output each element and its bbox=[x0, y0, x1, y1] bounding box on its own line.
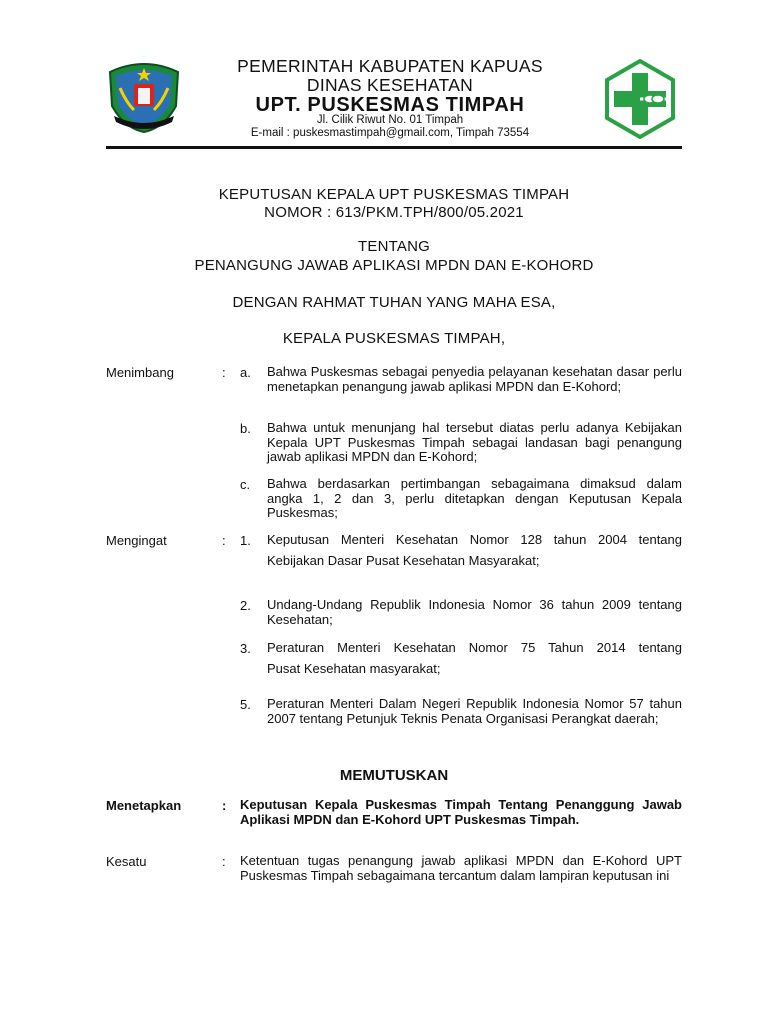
menimbang-item-b: Bahwa untuk menunjang hal tersebut diatas perlu adanya Kebijakan Kepala UPT Puskesmas Timpah sebagai landasan bagi penangung jawab aplikasi MPDN dan E-Kohord; bbox=[267, 420, 682, 464]
menetapkan-colon: : bbox=[222, 798, 227, 813]
mengingat-marker-3: 3. bbox=[240, 641, 251, 656]
letterhead-government: PEMERINTAH KABUPATEN KAPUAS bbox=[237, 56, 543, 76]
menimbang-label: Menimbang bbox=[106, 365, 174, 380]
mengingat-label: Mengingat bbox=[106, 533, 167, 548]
decree-grace: DENGAN RAHMAT TUHAN YANG MAHA ESA, bbox=[232, 294, 556, 311]
letterhead-address: Jl. Cilik Riwut No. 01 Timpah bbox=[316, 114, 464, 126]
letterhead-institution: UPT. PUSKESMAS TIMPAH bbox=[255, 94, 525, 116]
decree-title: KEPUTUSAN KEPALA UPT PUSKESMAS TIMPAH bbox=[218, 186, 570, 203]
kesatu-text: Ketentuan tugas penangung jawab aplikasi MPDN dan E-Kohord UPT Puskesmas Timpah sebagaimana tercantum dalam lampiran keputusan ini bbox=[240, 853, 682, 883]
letterhead-contact: E-mail : puskesmastimpah@gmail.com, Timpah 73554 bbox=[250, 127, 530, 139]
decree-about: TENTANG bbox=[358, 238, 430, 255]
menimbang-marker-a: a. bbox=[240, 365, 251, 380]
mengingat-colon: : bbox=[222, 533, 226, 548]
decree-authority: KEPALA PUSKESMAS TIMPAH, bbox=[282, 330, 506, 347]
kesatu-colon: : bbox=[222, 854, 226, 869]
menetapkan-text: Keputusan Kepala Puskesmas Timpah Tentang Penanggung Jawab Aplikasi MPDN dan E-Kohord UPT Puskesmas Timpah. bbox=[240, 797, 682, 827]
decree-number: NOMOR : 613/PKM.TPH/800/05.2021 bbox=[264, 204, 524, 221]
puskesmas-cross-logo bbox=[600, 59, 680, 139]
letterhead-divider bbox=[106, 146, 682, 149]
letterhead-department: DINAS KESEHATAN bbox=[306, 75, 474, 95]
menimbang-colon: : bbox=[222, 365, 226, 380]
menetapkan-label: Menetapkan bbox=[106, 798, 182, 813]
mengingat-marker-5: 5. bbox=[240, 697, 251, 712]
mengingat-item-5: Peraturan Menteri Dalam Negeri Republik Indonesia Nomor 57 tahun 2007 tentang Petunjuk Teknis Penata Organisasi Perangkat daerah; bbox=[267, 696, 682, 726]
mengingat-item-3-line1: Peraturan Menteri Kesehatan Nomor 75 Tahun 2014 tentang bbox=[267, 640, 682, 655]
mengingat-marker-1: 1. bbox=[240, 533, 251, 548]
decree-subject: PENANGUNG JAWAB APLIKASI MPDN DAN E-KOHORD bbox=[194, 257, 594, 274]
mengingat-item-2: Undang-Undang Republik Indonesia Nomor 36 tahun 2009 tentang Kesehatan; bbox=[267, 597, 682, 627]
mengingat-marker-2: 2. bbox=[240, 598, 251, 613]
memutuskan-heading: MEMUTUSKAN bbox=[339, 767, 449, 784]
menimbang-item-a: Bahwa Puskesmas sebagai penyedia pelayanan kesehatan dasar perlu menetapkan penangung jawab aplikasi MPDN dan E-Kohord; bbox=[267, 364, 682, 394]
menimbang-item-c: Bahwa berdasarkan pertimbangan sebagaimana dimaksud dalam angka 1, 2 dan 3, perlu ditetapkan dengan Keputusan Kepala Puskesmas; bbox=[267, 476, 682, 520]
mengingat-item-3-line2: Pusat Kesehatan masyarakat; bbox=[267, 661, 441, 676]
kesatu-label: Kesatu bbox=[106, 854, 147, 869]
menimbang-marker-c: c. bbox=[240, 477, 251, 492]
mengingat-item-1-line2: Kebijakan Dasar Pusat Kesehatan Masyarakat; bbox=[267, 553, 540, 568]
kabupaten-emblem-logo bbox=[104, 58, 184, 134]
menimbang-marker-b: b. bbox=[240, 421, 251, 436]
mengingat-item-1-line1: Keputusan Menteri Kesehatan Nomor 128 tahun 2004 tentang bbox=[267, 532, 682, 547]
